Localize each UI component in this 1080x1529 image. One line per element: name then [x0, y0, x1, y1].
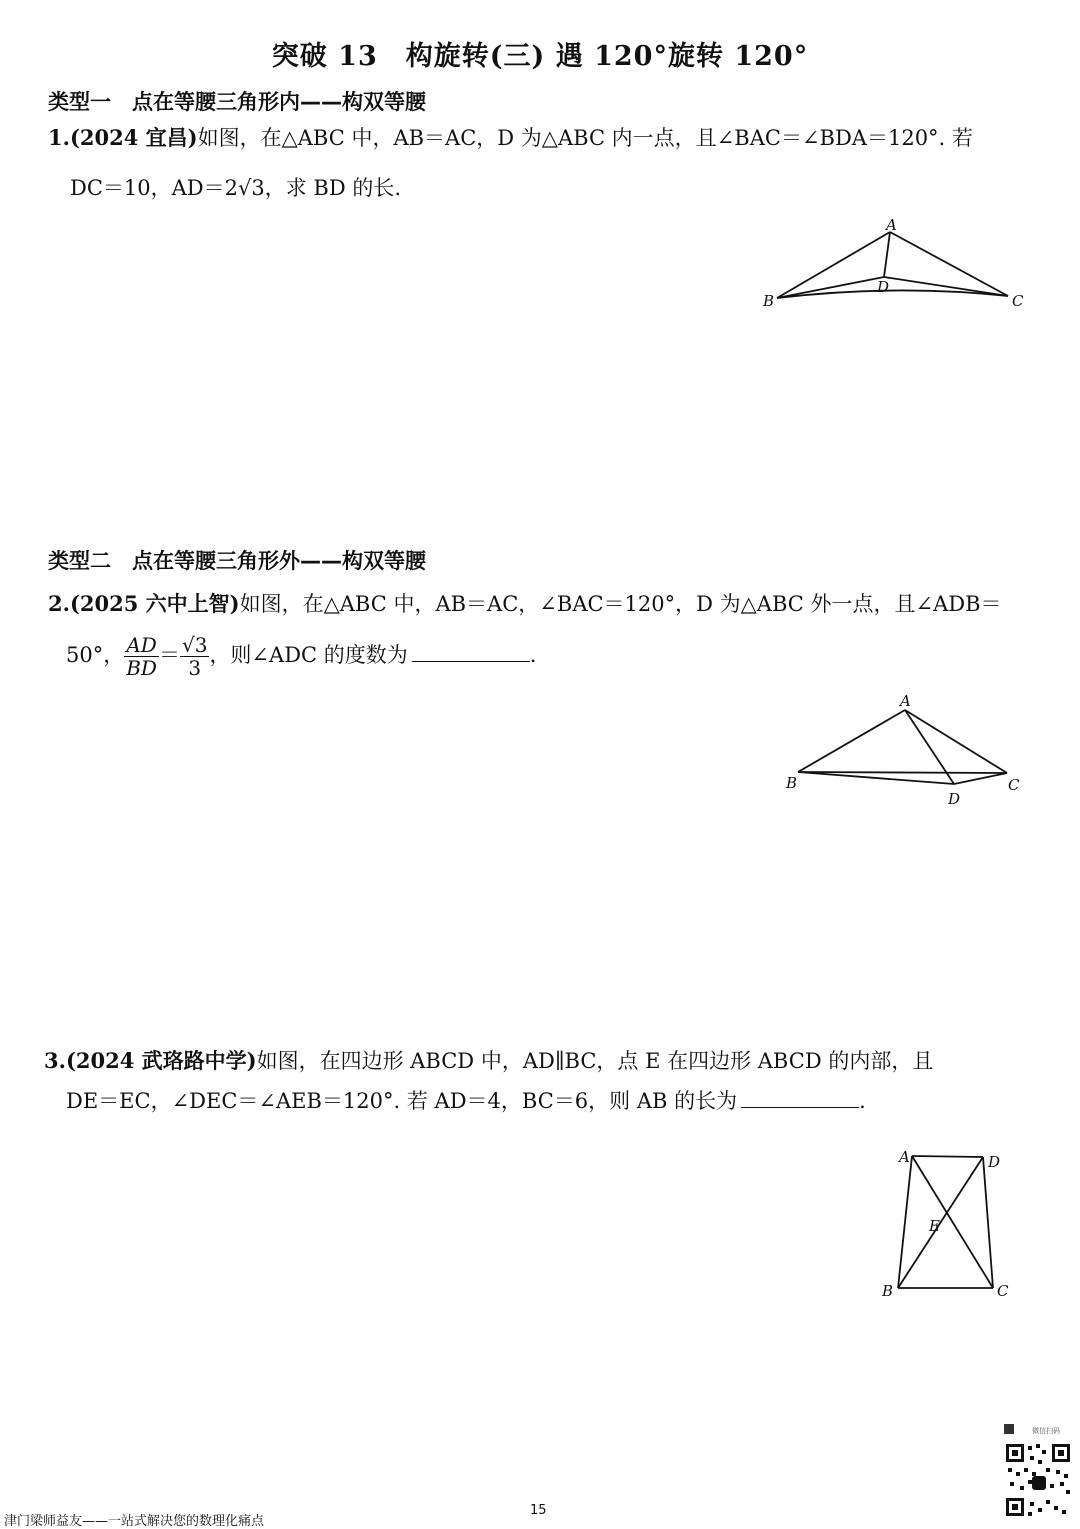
question-3-text-1: 如图，在四边形 ABCD 中，AD∥BC，点 E 在四边形 ABCD 的内部，且	[256, 1049, 934, 1073]
question-1-number: 1.	[48, 125, 70, 150]
figure-1-triangle	[755, 210, 1045, 320]
section-heading-1: 类型一 点在等腰三角形内——构双等腰	[48, 90, 426, 114]
fig2-line-ac	[905, 710, 1007, 773]
question-3-end: .	[859, 1089, 866, 1113]
question-2-equals: ＝	[158, 643, 180, 667]
question-2-line-1	[48, 588, 1002, 618]
frac2-denominator: 3	[188, 656, 202, 680]
fig3-line-dc	[983, 1157, 993, 1288]
question-2-line-2	[66, 634, 536, 679]
question-2-answer-blank[interactable]	[412, 641, 530, 662]
fig3-label-e: E	[929, 1217, 940, 1235]
fig2-label-a: A	[900, 692, 911, 710]
qr-caption: 微信扫码	[1032, 1427, 1060, 1435]
fig3-label-d: D	[988, 1153, 1001, 1171]
question-2-fraction-root3-3	[180, 634, 209, 679]
fig3-line-ac	[912, 1156, 993, 1288]
fig3-label-b: B	[882, 1282, 894, 1300]
question-3-source: (2024 武珞路中学)	[65, 1048, 257, 1073]
fig1-label-d: D	[877, 278, 890, 296]
footer-slogan: 津门梁师益友——一站式解决您的数理化痛点	[4, 1514, 265, 1529]
question-2-source: (2025 六中上智)	[69, 591, 240, 616]
fig3-label-c: C	[997, 1282, 1009, 1300]
fig1-label-a: A	[886, 216, 897, 234]
question-2-fraction-ad-bd	[124, 634, 159, 679]
question-3-line-1	[44, 1045, 933, 1075]
fig3-label-a: A	[899, 1148, 910, 1166]
question-1-source: (2024 宜昌)	[69, 125, 198, 150]
fig1-label-b: B	[763, 292, 775, 310]
frac2-numerator: √3	[181, 633, 208, 657]
fig2-label-b: B	[786, 774, 798, 792]
question-1-line-2: DC＝10，AD＝2√3，求 BD 的长.	[70, 176, 402, 200]
figure-3-quadrilateral	[870, 1140, 1030, 1310]
question-2-number: 2.	[48, 591, 70, 616]
question-2-post: ，则∠ADC 的度数为	[209, 643, 408, 667]
question-3-answer-blank[interactable]	[741, 1087, 859, 1108]
fig2-label-c: C	[1008, 776, 1020, 794]
fig1-line-ab	[777, 232, 890, 298]
section-heading-2: 类型二 点在等腰三角形外——构双等腰	[48, 549, 426, 573]
fig3-line-db	[898, 1157, 983, 1288]
question-2-end: .	[529, 643, 537, 667]
fig2-line-bd	[798, 772, 954, 784]
page-number: 15	[530, 1503, 547, 1518]
fig3-line-ad	[912, 1156, 983, 1157]
fig2-line-dc	[954, 773, 1007, 784]
question-2-pre: 50°，	[66, 643, 125, 667]
question-2-text-1: 如图，在△ABC 中，AB＝AC，∠BAC＝120°，D 为△ABC 外一点，且∠ADB＝	[239, 592, 1002, 616]
fig2-line-bc	[798, 772, 1007, 773]
page-title: 突破 13 构旋转(三) 遇 120°旋转 120°	[271, 41, 809, 72]
question-3-line-2	[66, 1085, 866, 1115]
figure-2-triangle	[780, 688, 1040, 813]
fig2-label-d: D	[948, 790, 961, 808]
fig1-line-bd	[777, 277, 884, 298]
frac1-denominator: BD	[126, 656, 157, 680]
fig2-line-ab	[798, 710, 905, 772]
frac1-numerator: AD	[124, 634, 159, 657]
question-1-line-1	[48, 122, 973, 152]
question-3-number: 3.	[44, 1048, 66, 1073]
question-1-text-1: 如图，在△ABC 中，AB＝AC，D 为△ABC 内一点，且∠BAC＝∠BDA＝120°. 若	[197, 126, 973, 150]
qr-code	[1002, 1420, 1072, 1520]
question-3-text-2: DE＝EC，∠DEC＝∠AEB＝120°. 若 AD＝4，BC＝6，则 AB 的长为	[66, 1089, 738, 1113]
fig1-label-c: C	[1012, 292, 1024, 310]
fig1-line-ad	[884, 232, 890, 277]
